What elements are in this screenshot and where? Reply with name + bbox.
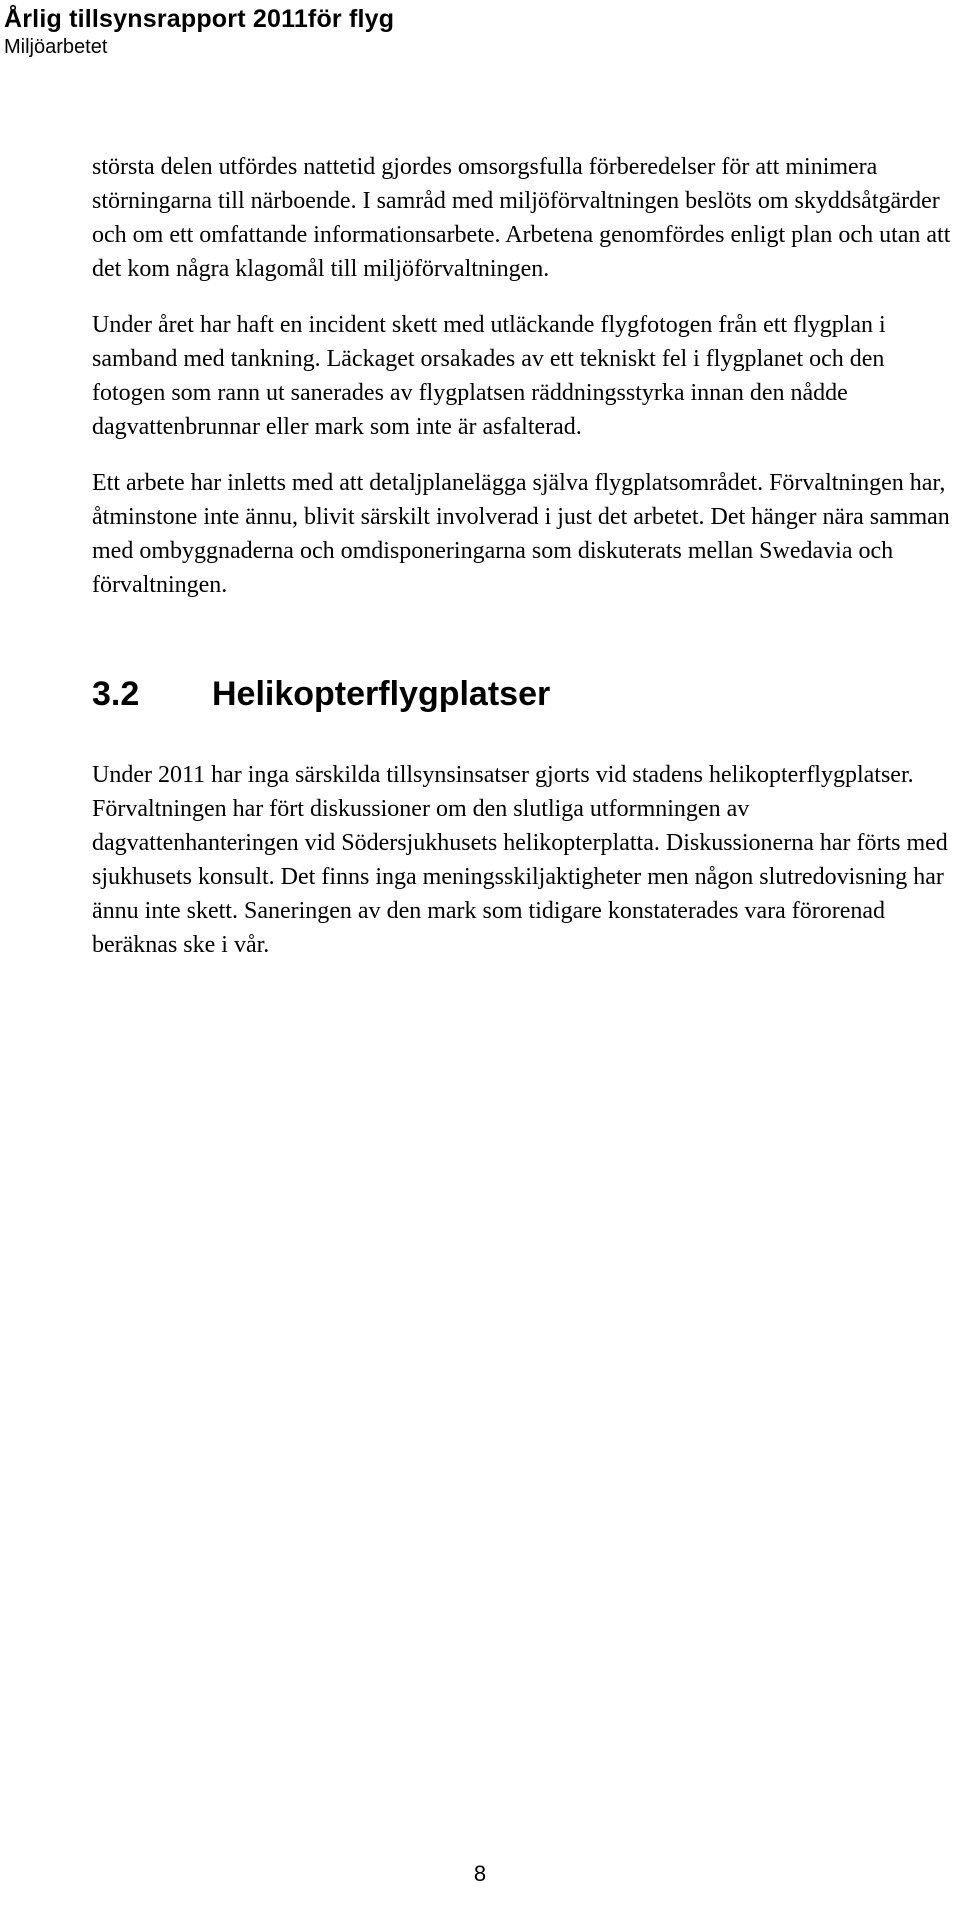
section-title: Helikopterflygplatser — [212, 675, 551, 713]
paragraph-incident: Under året har haft en incident skett med utläckande flygfotogen från ett flygplan i samband med tankning. Läckaget orsakades av ett tekniskt fel i flygplanet och den fotogen som rann ut sanerades av flygplatsen räddningsstyrka innan den nådde dagvattenbrunnar eller mark som inte är asfalterad. — [92, 312, 886, 440]
report-title: Årlig tillsynsrapport 2011för flyg — [4, 5, 395, 33]
paragraph-detail-plan: Ett arbete har inletts med att detaljplanelägga själva flygplatsområdet. Förvaltningen har, åtminstone inte ännu, blivit särskilt involverad i just det arbetet. Det hänger nära samman med ombyggnaderna och omdisponeringarna som diskuterats mellan Swedavia och förvaltningen. — [92, 470, 950, 598]
report-subtitle: Miljöarbetet — [4, 36, 108, 58]
section-number: 3.2 — [92, 675, 140, 713]
page-number: 8 — [473, 1861, 487, 1886]
paragraph-renovation: största delen utfördes nattetid gjordes omsorgsfulla förberedelser för att minimera störningarna till närboende. I samråd med miljöförvaltningen beslöts om skyddsåtgärder och om ett omfattande informationsarbete. Arbetena genomfördes enligt plan och utan att det kom några klagomål till miljöförvaltningen. — [92, 154, 951, 282]
paragraph-helicopter: Under 2011 har inga särskilda tillsynsinsatser gjorts vid stadens helikopterflygplatser. Förvaltningen har fört diskussioner om den slutliga utformningen av dagvattenhanteringen vid Södersjukhusets helikopterplatta. Diskussionerna har förts med sjukhusets konsult. Det finns inga meningsskiljaktigheter men någon slutredovisning har ännu inte skett. Saneringen av den mark som tidigare konstaterades vara förorenad beräknas ske i vår. — [92, 762, 948, 958]
page-content — [92, 150, 952, 984]
page-header — [4, 4, 394, 60]
section-heading — [92, 672, 952, 716]
